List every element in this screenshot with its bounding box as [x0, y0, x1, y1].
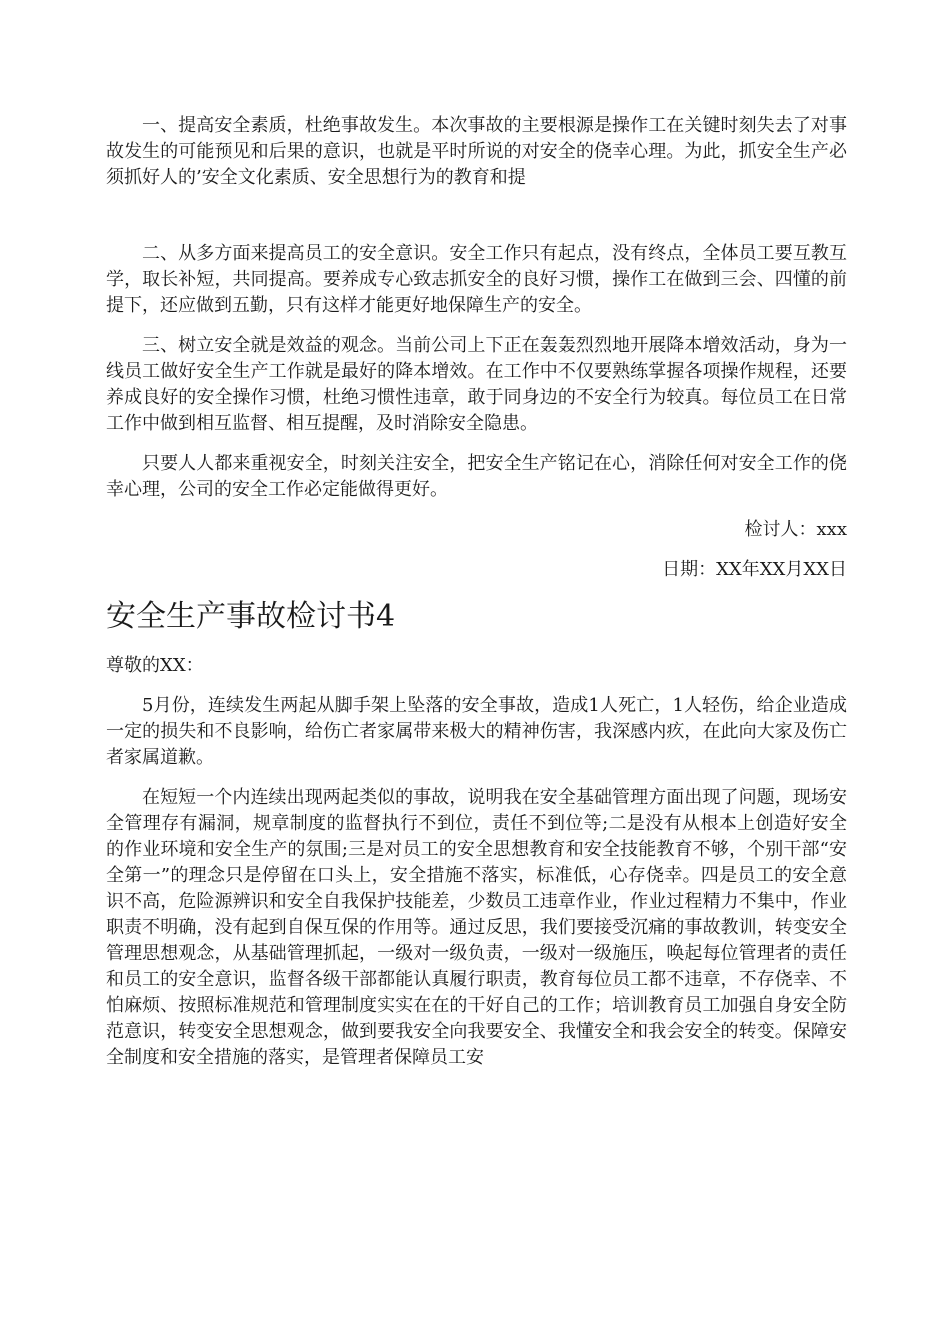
paragraph-raise-safety-awareness: 二、从多方面来提高员工的安全意识。安全工作只有起点，没有终点，全体员工要互教互学，取长补短，共同提高。要养成专心致志抓安全的良好习惯，操作工在做到三会、四懂的前提下，还应做到五勤，只有这样才能更好地保障生产的安全。: [106, 243, 847, 316]
paragraph-improve-safety-quality: 一、提高安全素质，杜绝事故发生。本次事故的主要根源是操作工在关键时刻失去了对事故发生的可能预见和后果的意识，也就是平时所说的对安全的侥幸心理。为此，抓安全生产必须抓好人的’安全文化素质、安全思想行为的教育和提: [106, 115, 847, 188]
section-heading: 安全生产事故检讨书4: [106, 599, 396, 634]
paragraph-reflection: 在短短一个内连续出现两起类似的事故，说明我在安全基础管理方面出现了问题，现场安全管理存有漏洞，规章制度的监督执行不到位，责任不到位等;二是没有从根本上创造好安全的作业环境和安全生产的氛围;三是对员工的安全思想教育和安全技能教育不够，个别干部“安全第一”的理念只是停留在口头上，安全措施不落实，标准低，心存侥幸。四是员工的安全意识不高，危险源辨识和安全自我保护技能差，少数员工违章作业，作业过程精力不集中，作业职责不明确，没有起到自保互保的作用等。通过反思，我们要接受沉痛的事故教训，转变安全管理思想观念，从基础管理抓起，一级对一级负责，一级对一级施压，唤起每位管理者的责任和员工的安全意识，监督各级干部都能认真履行职责，教育每位员工都不违章，不存侥幸、不怕麻烦、按照标准规范和管理制度实实在在的干好自己的工作；培训教育员工加强自身安全防范意识，转变安全思想观念，做到要我安全向我要安全、我懂安全和我会安全的转变。保障安全制度和安全措施的落实，是管理者保障员工安: [106, 787, 847, 1068]
paragraph-closing: 只要人人都来重视安全，时刻关注安全，把安全生产铭记在心，消除任何对安全工作的侥幸心理，公司的安全工作必定能做得更好。: [106, 453, 847, 500]
paragraph-accident-description: 5月份，连续发生两起从脚手架上坠落的安全事故，造成1人死亡，1人轻伤，给企业造成一定的损失和不良影响，给伤亡者家属带来极大的精神伤害，我深感内疚，在此向大家及伤亡者家属道歉。: [106, 695, 847, 768]
salutation: 尊敬的XX：: [106, 655, 204, 676]
signature-line: 检讨人：xxx: [744, 519, 847, 540]
paragraph-safety-is-benefit: 三、树立安全就是效益的观念。当前公司上下正在轰轰烈烈地开展降本增效活动，身为一线员工做好安全生产工作就是最好的降本增效。在工作中不仅要熟练掌握各项操作规程，还要养成良好的安全操作习惯，杜绝习惯性违章，敢于同身边的不安全行为较真。每位员工在日常工作中做到相互监督、相互提醒，及时消除安全隐患。: [106, 335, 847, 434]
date-line: 日期：XX年XX月XX日: [662, 559, 847, 580]
